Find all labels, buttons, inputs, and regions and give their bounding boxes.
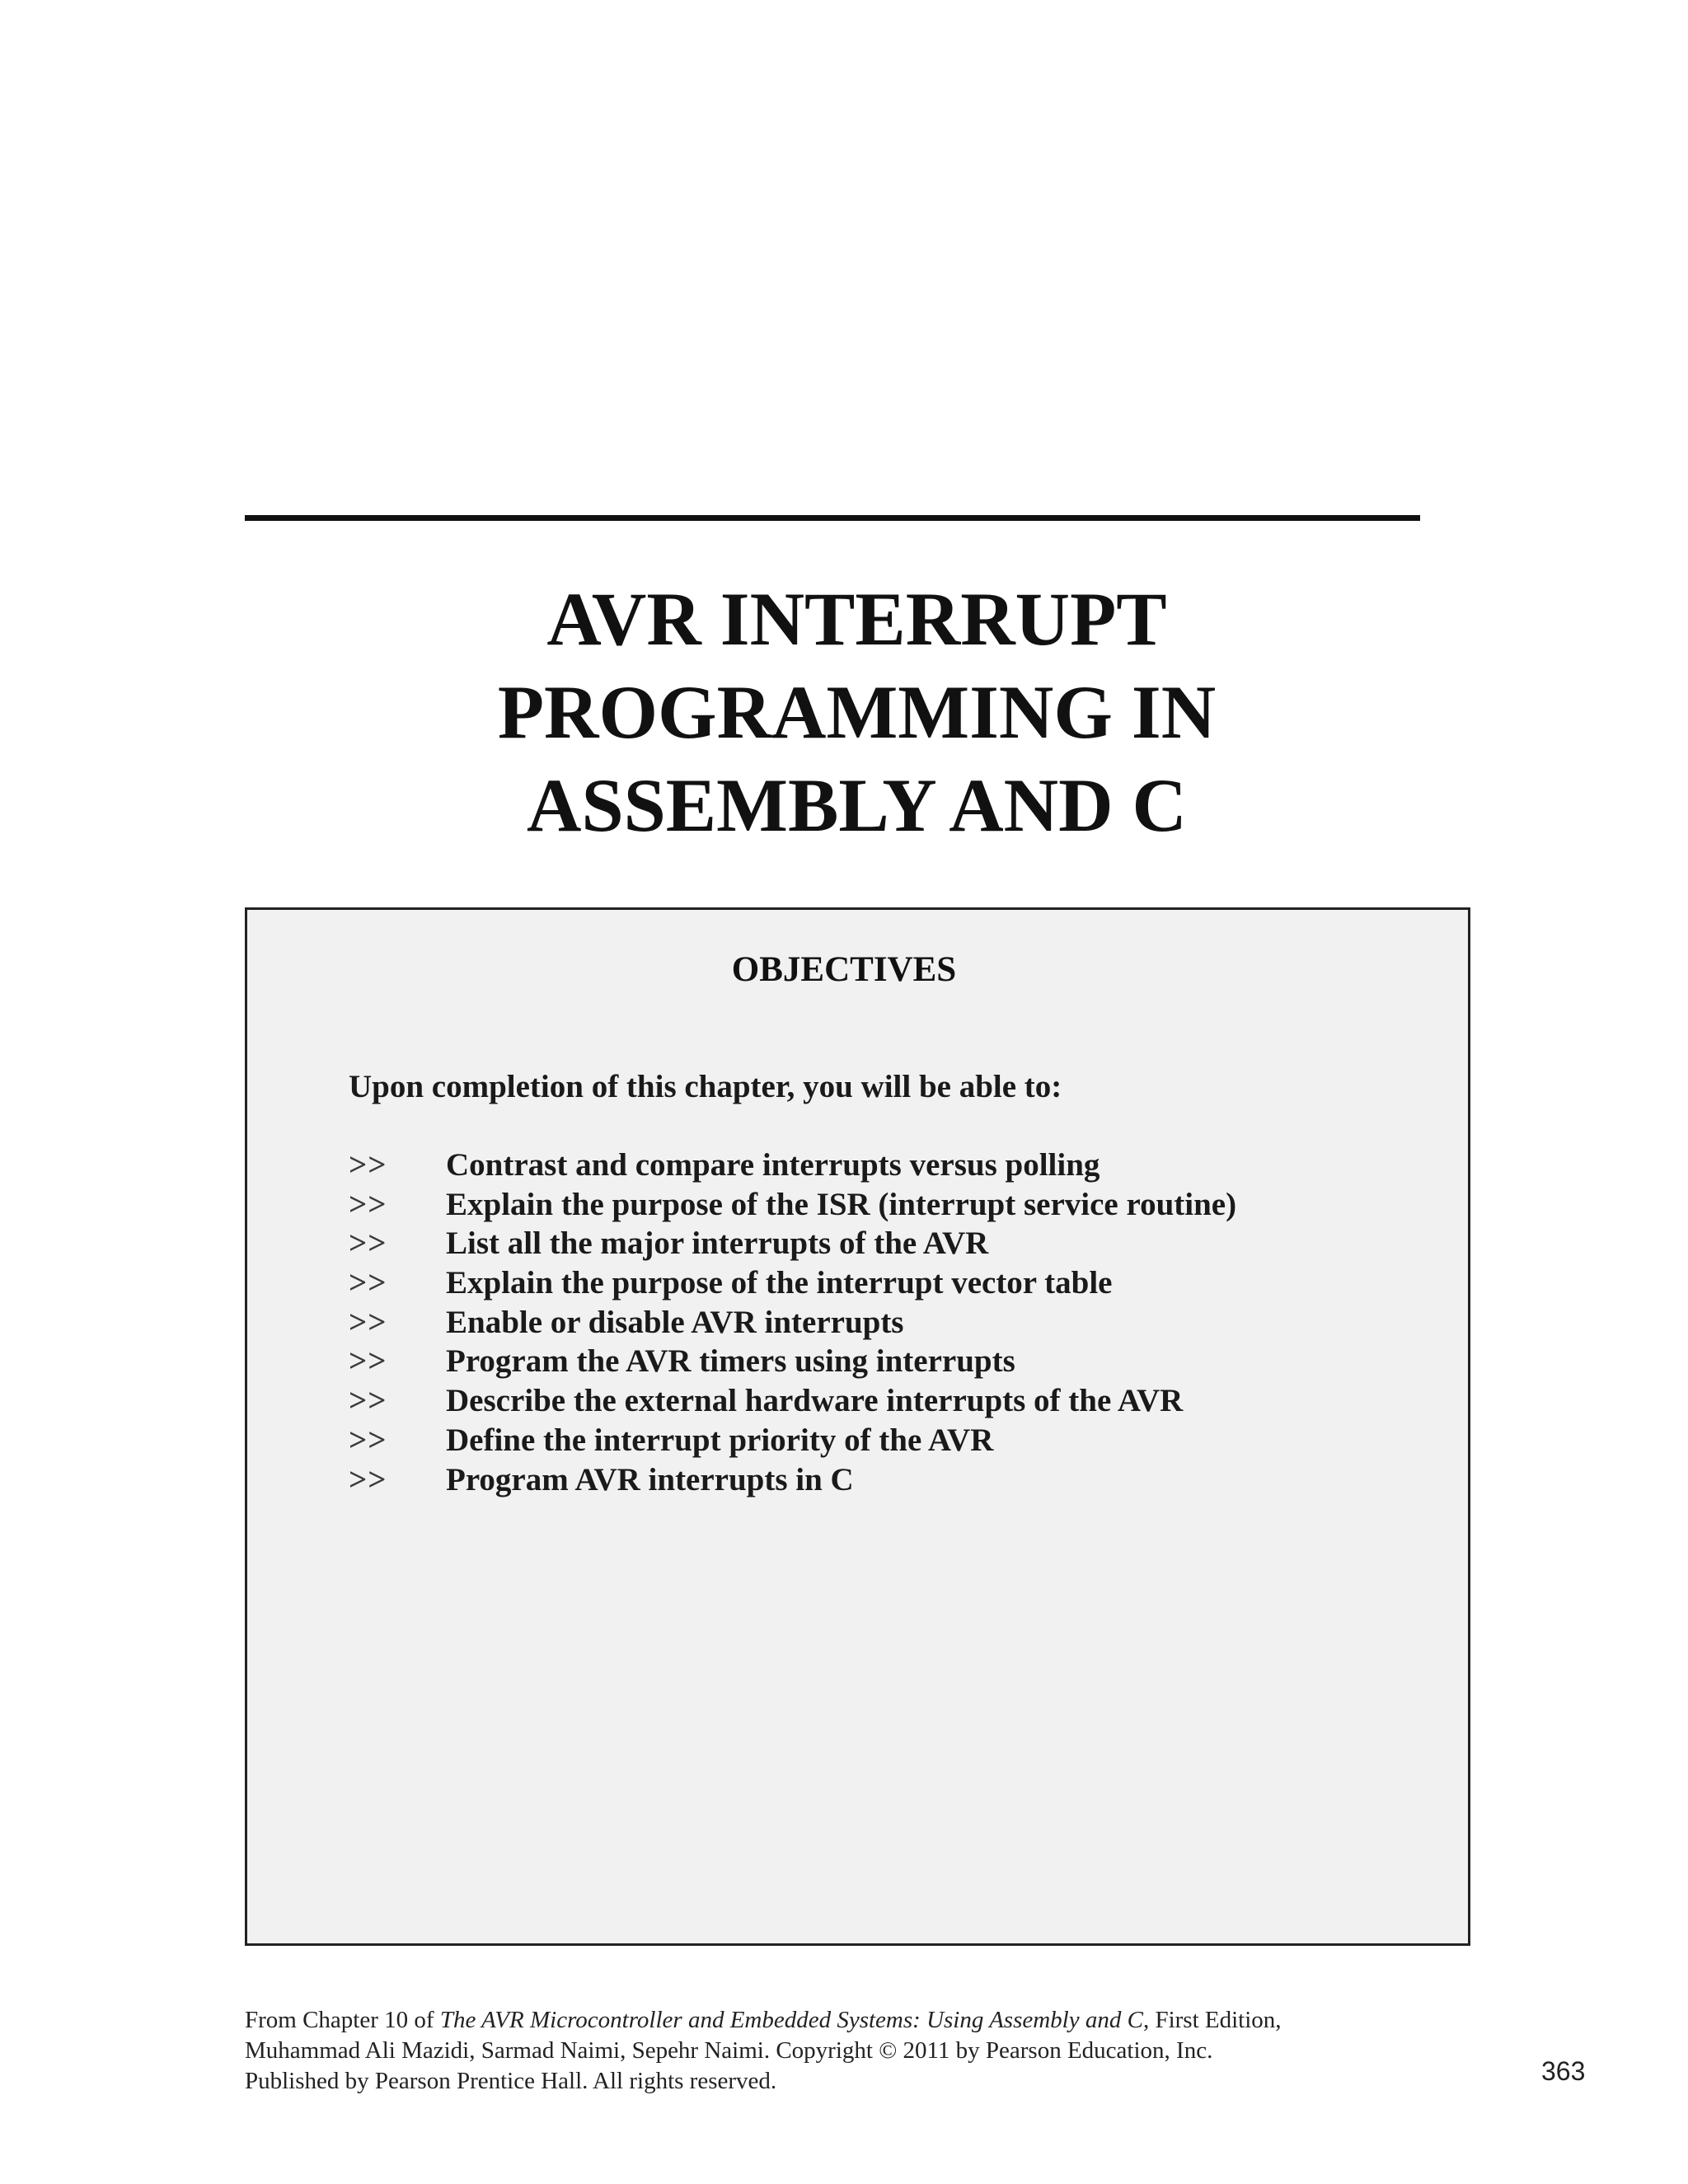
objective-text: Define the interrupt priority of the AVR (446, 1422, 994, 1458)
chapter-title-line: AVR INTERRUPT (546, 577, 1167, 661)
chapter-title-line: ASSEMBLY AND C (527, 763, 1187, 847)
footer-line-2: Muhammad Ali Mazidi, Sarmad Naimi, Sepehr Naimi. Copyright © 2011 by Pearson Education, Inc. (245, 2037, 1213, 2064)
bullet-icon: >> (349, 1304, 387, 1340)
objective-text: Program AVR interrupts in C (446, 1461, 854, 1497)
objective-text: Program the AVR timers using interrupts (446, 1343, 1015, 1380)
chapter-title (245, 573, 1469, 852)
bullet-icon: >> (349, 1147, 387, 1183)
bullet-icon: >> (349, 1383, 387, 1419)
objective-text: Describe the external hardware interrupts of the AVR (446, 1383, 1184, 1419)
bullet-icon: >> (349, 1265, 387, 1301)
objectives-heading: OBJECTIVES (731, 950, 957, 989)
objective-text: Contrast and compare interrupts versus polling (446, 1147, 1100, 1183)
objective-text: Explain the purpose of the interrupt vector table (446, 1265, 1113, 1301)
source-footer (245, 2005, 1282, 2097)
objective-text: List all the major interrupts of the AVR (446, 1226, 989, 1262)
bullet-icon: >> (349, 1461, 387, 1497)
objectives-intro: Upon completion of this chapter, you will be able to: (349, 1069, 1062, 1104)
footer-prefix: From Chapter 10 of (245, 2007, 440, 2033)
footer-edition: , First Edition, (1142, 2007, 1282, 2033)
book-title: The AVR Microcontroller and Embedded Systems: Using Assembly and C (439, 2007, 1143, 2033)
objective-text: Enable or disable AVR interrupts (446, 1304, 904, 1340)
objective-text: Explain the purpose of the ISR (interrupt service routine) (446, 1186, 1237, 1222)
footer-line-1 (245, 2005, 1282, 2036)
bullet-icon: >> (349, 1186, 387, 1222)
page-number: 363 (1541, 2056, 1586, 2086)
title-rule (245, 515, 1420, 521)
bullet-icon: >> (349, 1343, 387, 1380)
bullet-icon: >> (349, 1226, 387, 1262)
chapter-title-line: PROGRAMMING IN (497, 670, 1217, 754)
bullet-icon: >> (349, 1422, 387, 1458)
footer-line-3: Published by Pearson Prentice Hall. All rights reserved. (245, 2068, 777, 2094)
